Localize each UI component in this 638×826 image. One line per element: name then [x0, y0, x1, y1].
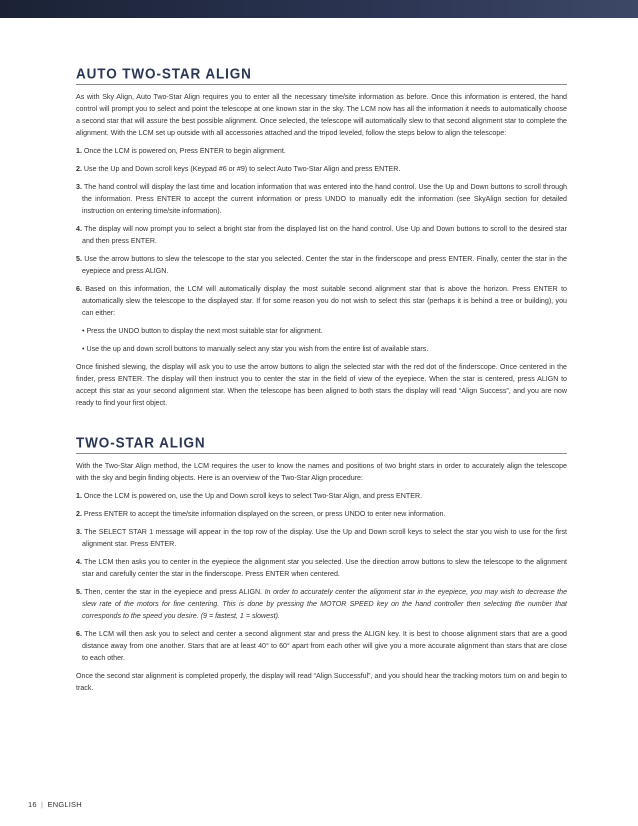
step-item	[76, 145, 567, 157]
closing-paragraph: Once finished slewing, the display will ask you to use the arrow buttons to align the selected star with the red dot of the finderscope. Once centered in the finder, press ENTER. The display will then instruct you to center the star in the field of view of the eyepiece. When the star is centered, press ALIGN to accept this star as your second alignment star. When the telescope has been aligned to both stars the display will read “Align Success”, and you are now ready to find your first object.	[76, 363, 567, 407]
step-item	[76, 526, 567, 550]
step-number: 5.	[76, 255, 82, 263]
section-heading: AUTO TWO-STAR ALIGN	[76, 65, 252, 82]
step-number: 2.	[76, 165, 82, 173]
footer-language: ENGLISH	[47, 800, 82, 809]
step-text: Then, center the star in the eyepiece and press ALIGN.	[84, 588, 265, 596]
heading-rule	[76, 453, 567, 454]
header-bar	[0, 0, 638, 18]
section-auto-two-star-align	[76, 66, 567, 409]
step-text: Use the arrow buttons to slew the telescope to the star you selected. Center the star in the finderscope and press ENTER. Finally, center the star in the eyepiece and press ALIGN.	[82, 255, 567, 275]
bullet-item: • Press the UNDO button to display the next most suitable star for alignment.	[82, 327, 323, 335]
section-heading: TWO-STAR ALIGN	[76, 434, 206, 451]
step-text: Use the Up and Down scroll keys (Keypad #6 or #9) to select Auto Two-Star Align and press ENTER.	[83, 165, 401, 173]
bullet-item: • Use the up and down scroll buttons to manually select any star you wish from the entire list of available stars.	[82, 345, 429, 353]
step-number: 3.	[76, 183, 82, 191]
step-item	[76, 163, 567, 175]
footer-separator: |	[41, 800, 44, 809]
step-text: The hand control will display the last time and location information that was entered into the hand control. Use the Up and Down buttons to scroll through the information. Press ENTER to accept the current information or press UNDO to manually edit the information (see SkyAlign section for detailed instruction on entering time/site information).	[82, 183, 568, 215]
heading-rule	[76, 84, 567, 85]
step-text: Once the LCM is powered on, use the Up and Down scroll keys to select Two-Star Align, and press ENTER.	[83, 492, 423, 500]
section-two-star-align	[76, 435, 567, 694]
step-item	[76, 283, 567, 319]
step-item	[76, 253, 567, 277]
step-number: 4.	[76, 558, 82, 566]
step-item	[76, 508, 567, 520]
step-text: The display will now prompt you to select a bright star from the displayed list on the hand control. Use Up and Down buttons to scroll to the desired star and then press ENTER.	[82, 225, 567, 245]
step-number: 1.	[76, 492, 82, 500]
step-text: The SELECT STAR 1 message will appear in the top row of the display. Use the Up and Down scroll keys to select the star you wish to use for the first alignment star. Press ENTER.	[82, 528, 568, 548]
step-number: 1.	[76, 147, 82, 155]
closing-paragraph: Once the second star alignment is completed properly, the display will read “Align Successful”, and you should hear the tracking motors turn on and begin to track.	[76, 672, 567, 692]
step-item	[76, 628, 567, 664]
step-number: 6.	[76, 630, 82, 638]
step-number: 5.	[76, 588, 82, 596]
step-text: Based on this information, the LCM will automatically display the most suitable second alignment star that is above the horizon. Press ENTER to automatically slew the telescope to the displayed star. If for some reason you do not wish to select this star (perhaps it is behind a tree or building), you can either:	[82, 285, 567, 317]
step-number: 2.	[76, 510, 82, 518]
step-item	[76, 556, 567, 580]
intro-paragraph: As with Sky Align, Auto Two-Star Align requires you to enter all the necessary time/site information as before. Once this information is entered, the hand control will prompt you to select and point the telescope at one known star in the sky. The LCM now has all the information it needs to automatically choose a second star that will assure the best possible alignment. Once selected, the telescope will automatically slew to that second alignment star to complete the alignment. With the LCM set up outside with all accessories attached and the tripod leveled, follow the steps below to align the telescope:	[76, 93, 567, 137]
step-item	[76, 490, 567, 502]
step-item	[76, 223, 567, 247]
page-content	[76, 66, 567, 700]
step-number: 3.	[76, 528, 82, 536]
step-text: Press ENTER to accept the time/site information displayed on the screen, or press UNDO to enter new information.	[83, 510, 446, 518]
step-item	[76, 586, 567, 622]
step-number: 4.	[76, 225, 82, 233]
step-italic-note: In order to accurately center the alignment star in the eyepiece, you may wish to decrease the slew rate of the motors for fine centering. This is done by pressing the MOTOR SPEED key on the hand controller then selecting the number that corresponds to the speed you desire. (9 = fastest, 1 = slowest).	[82, 588, 568, 620]
step-text: Once the LCM is powered on, Press ENTER to begin alignment.	[83, 147, 286, 155]
intro-paragraph: With the Two-Star Align method, the LCM requires the user to know the names and positions of two bright stars in order to accurately align the telescope with the sky and begin finding objects. Here is an overview of the Two-Star Align procedure:	[76, 462, 567, 482]
step-number: 6.	[76, 285, 82, 293]
page-footer	[28, 800, 82, 809]
step-text: The LCM will then ask you to select and center a second alignment star and press the ALIGN key. It is best to choose alignment stars that are a good distance away from one another. Stars that are at least 40° to 60° apart from each other will give you a more accurate alignment than stars that are close to each other.	[82, 630, 567, 662]
step-text: The LCM then asks you to center in the eyepiece the alignment star you selected. Use the direction arrow buttons to slew the telescope to the alignment star and carefully center the star in the finderscope. Press ENTER when centered.	[82, 558, 568, 578]
page-number: 16	[28, 800, 37, 809]
step-item	[76, 181, 567, 217]
